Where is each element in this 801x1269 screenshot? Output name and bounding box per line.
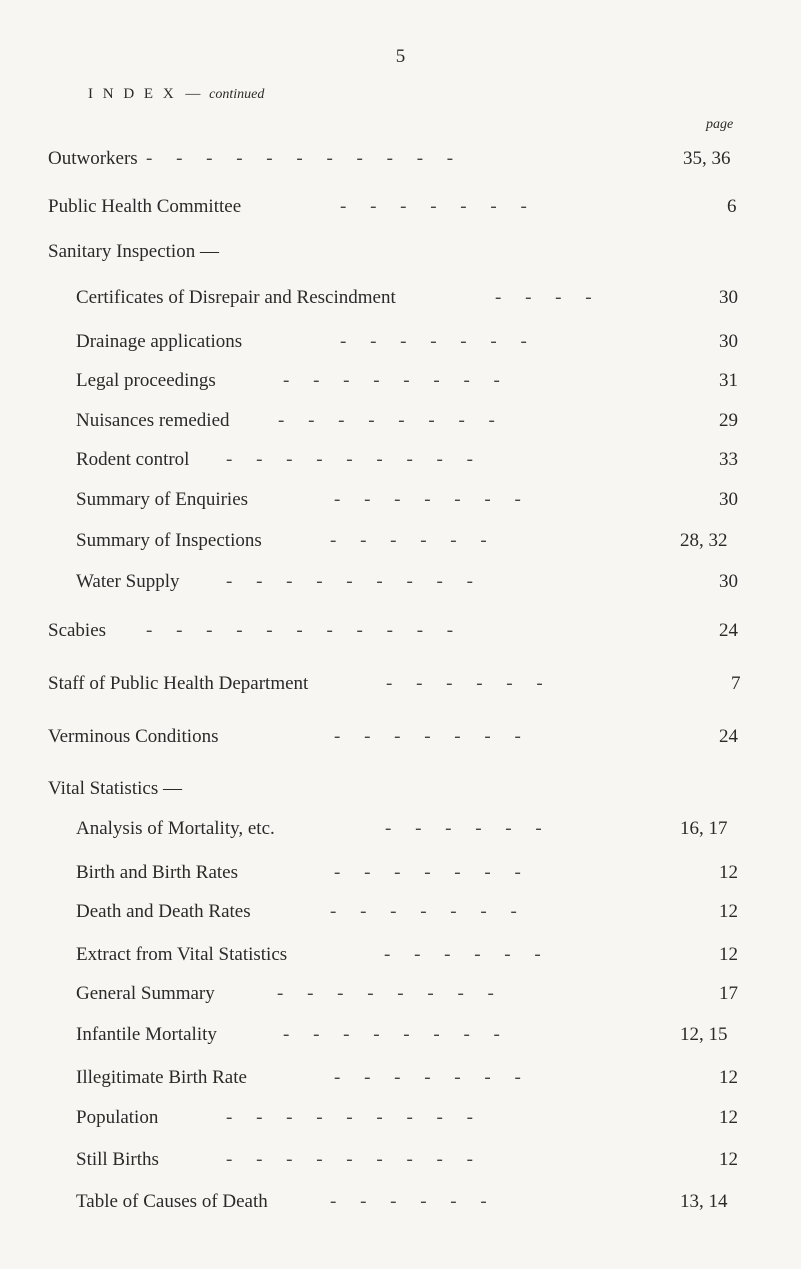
entry-page: 30 (719, 287, 738, 308)
entry-label: Analysis of Mortality, etc. (76, 818, 275, 839)
entry-label: Summary of Inspections (76, 530, 262, 551)
entry-page: 12 (719, 944, 738, 965)
dot-leader: - - - - - - - (330, 901, 517, 922)
entry-label: Scabies (48, 620, 107, 641)
dot-leader: - - - - - - - - (277, 983, 494, 1004)
dot-leader: - - - - - - (330, 530, 487, 551)
dot-leader: - - - - - - - - - (226, 449, 473, 470)
dot-leader: - - - - - - (384, 944, 541, 965)
entry-label: Certificates of Disrepair and Rescindment (76, 287, 396, 308)
page-number: 5 (395, 46, 406, 67)
entry-label: Death and Death Rates (76, 901, 251, 922)
entry-label: Illegitimate Birth Rate (76, 1067, 247, 1088)
entry-label: Staff of Public Health Department (48, 673, 309, 694)
entry-label: Vital Statistics — (48, 778, 182, 799)
entry-label: Drainage applications (76, 331, 243, 352)
dot-leader: - - - - - - - (334, 726, 521, 747)
entry-label: Public Health Committee (48, 196, 242, 217)
entry-page: 7 (731, 673, 741, 694)
entry-label: Birth and Birth Rates (76, 862, 239, 883)
entry-label: Population (76, 1107, 159, 1128)
entry-page: 30 (719, 331, 738, 352)
entry-label: Legal proceedings (76, 370, 216, 391)
entry-page: 30 (719, 489, 738, 510)
dot-leader: - - - - - - - - (283, 1024, 500, 1045)
entry-page: 12 (719, 901, 738, 922)
entry-page: 30 (719, 571, 738, 592)
entry-page: 17 (719, 983, 738, 1004)
entry-page: 12 (719, 862, 738, 883)
index-continued-label: continued (209, 87, 265, 102)
entry-page: 29 (719, 410, 738, 431)
dot-leader: - - - - - - (330, 1191, 487, 1212)
entry-page: 28, 32 (680, 530, 728, 551)
entry-label: General Summary (76, 983, 215, 1004)
dot-leader: - - - - - - - - - - - (146, 148, 454, 169)
entry-label: Infantile Mortality (76, 1024, 217, 1045)
dot-leader: - - - - - - - - (283, 370, 500, 391)
dot-leader: - - - - - - - (334, 1067, 521, 1088)
entry-label: Water Supply (76, 571, 180, 592)
entry-page: 12 (719, 1067, 738, 1088)
entry-label: Extract from Vital Statistics (76, 944, 288, 965)
entry-label: Table of Causes of Death (76, 1191, 268, 1212)
entry-label: Verminous Conditions (48, 726, 219, 747)
dot-leader: - - - - - - - - - (226, 571, 473, 592)
entry-label: Outworkers (48, 148, 138, 169)
dot-leader: - - - - - - - (340, 331, 527, 352)
entry-label: Sanitary Inspection — (48, 241, 219, 262)
entry-label: Still Births (76, 1149, 159, 1170)
entry-page: 16, 17 (680, 818, 728, 839)
entry-label: Rodent control (76, 449, 190, 470)
dot-leader: - - - - (495, 287, 592, 308)
entry-page: 31 (719, 370, 738, 391)
dot-leader: - - - - - - - (340, 196, 527, 217)
entry-page: 24 (719, 620, 738, 641)
entry-page: 12, 15 (680, 1024, 728, 1045)
entry-label: Summary of Enquiries (76, 489, 249, 510)
entry-page: 33 (719, 449, 738, 470)
dot-leader: - - - - - - - - (278, 410, 495, 431)
entry-label: Nuisances remedied (76, 410, 230, 431)
page-column-label: page (706, 117, 734, 132)
index-title: I N D E X (88, 86, 177, 102)
dot-leader: - - - - - - - (334, 489, 521, 510)
entry-page: 12 (719, 1107, 738, 1128)
dot-leader: - - - - - - (386, 673, 543, 694)
dot-leader: - - - - - - - - - - - (146, 620, 454, 641)
dot-leader: - - - - - - - - - (226, 1149, 473, 1170)
dot-leader: - - - - - - - (334, 862, 521, 883)
dot-leader: - - - - - - (385, 818, 542, 839)
entry-page: 24 (719, 726, 738, 747)
entry-page: 13, 14 (680, 1191, 728, 1212)
index-title-separator: — (185, 86, 201, 102)
dot-leader: - - - - - - - - - (226, 1107, 473, 1128)
entry-page: 35, 36 (683, 148, 731, 169)
entry-page: 6 (727, 196, 737, 217)
entry-page: 12 (719, 1149, 738, 1170)
index-heading (88, 86, 264, 103)
